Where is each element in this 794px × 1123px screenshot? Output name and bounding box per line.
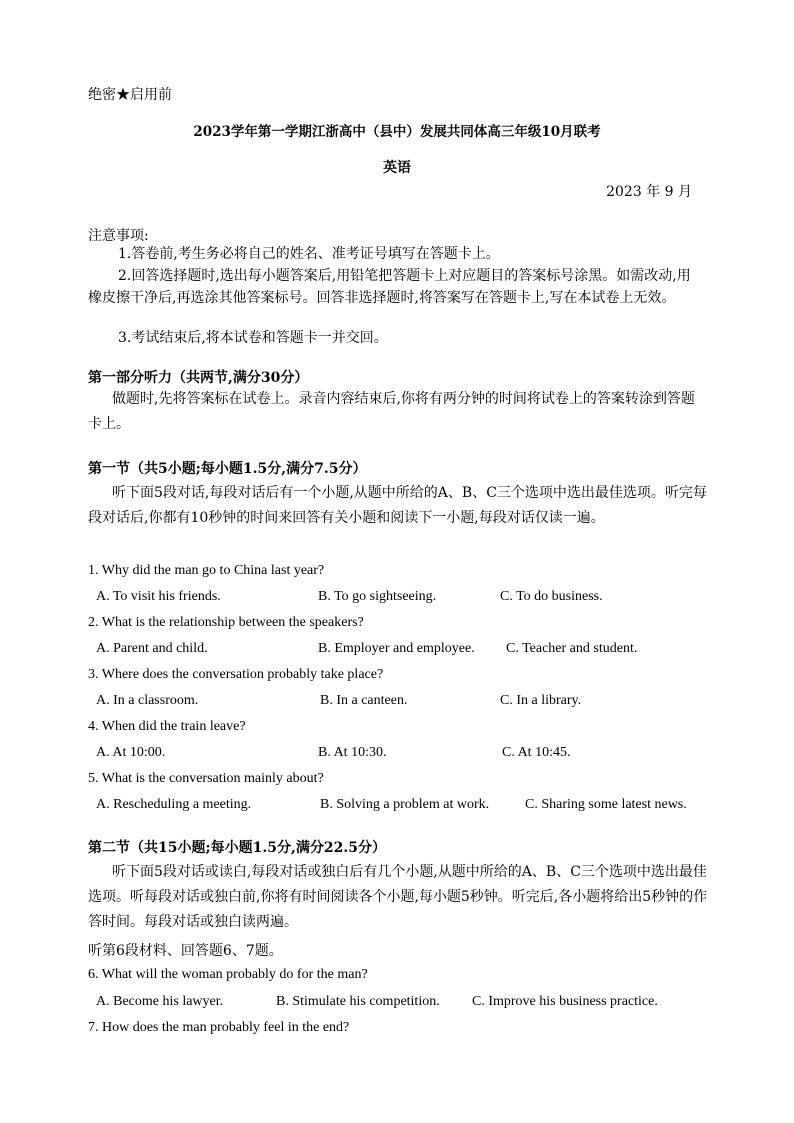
q4-option-b: B. At 10:30. — [318, 745, 387, 760]
q1-option-b: B. To go sightseeing. — [318, 589, 437, 604]
q2-option-a: A. Parent and child. — [96, 641, 208, 656]
q2-option-b: B. Employer and employee. — [318, 641, 475, 656]
q3-option-a: A. In a classroom. — [96, 693, 199, 708]
exam-date: 2023 年 9 月 — [606, 184, 692, 200]
notice-item-1: 1.答卷前,考生务必将自己的姓名、准考证号填写在答题卡上。 — [118, 246, 500, 262]
question-6: 6. What will the woman probably do for the man? — [88, 967, 368, 982]
q5-option-b: B. Solving a problem at work. — [320, 797, 490, 812]
confidential-label: 绝密★启用前 — [88, 87, 172, 103]
question-7: 7. How does the man probably feel in the end? — [88, 1020, 350, 1035]
q1-option-c: C. To do business. — [500, 589, 603, 604]
subject-title: 英语 — [383, 160, 411, 176]
q1-option-a: A. To visit his friends. — [96, 589, 221, 604]
question-3: 3. Where does the conversation probably take place? — [88, 667, 384, 682]
section1-heading: 第一节（共5小题;每小题1.5分,满分7.5分） — [88, 461, 367, 477]
material-6-label: 听第6段材料、回答题6、7题。 — [88, 943, 283, 959]
question-2: 2. What is the relationship between the speakers? — [88, 615, 364, 630]
q3-option-c: C. In a library. — [500, 693, 582, 708]
q6-option-c: C. Improve his business practice. — [472, 994, 658, 1009]
question-5: 5. What is the conversation mainly about? — [88, 771, 324, 786]
exam-title: 2023学年第一学期江浙高中（县中）发展共同体高三年级10月联考 — [193, 124, 601, 140]
q2-option-c: C. Teacher and student. — [506, 641, 638, 656]
q6-option-a: A. Become his lawyer. — [96, 994, 224, 1009]
section1-intro: 听下面5段对话,每段对话后有一个小题,从题中所给的A、B、C三个选项中选出最佳选项。听完每段对话后,你都有10秒钟的时间来回答有关小题和阅读下一小题,每段对话仅读一遍。 — [88, 485, 707, 526]
section2-heading: 第二节（共15小题;每小题1.5分,满分22.5分） — [88, 840, 386, 856]
q6-option-b: B. Stimulate his competition. — [276, 994, 440, 1009]
q5-option-c: C. Sharing some latest news. — [525, 797, 687, 812]
part1-heading: 第一部分听力（共两节,满分30分） — [88, 370, 309, 386]
question-4: 4. When did the train leave? — [88, 719, 246, 734]
q3-option-b: B. In a canteen. — [320, 693, 408, 708]
part1-intro: 做题时,先将答案标在试卷上。录音内容结束后,你将有两分钟的时间将试卷上的答案转涂到答题卡上。 — [88, 391, 695, 432]
notice-item-2: 2.回答选择题时,选出每小题答案后,用铅笔把答题卡上对应题目的答案标号涂黑。如需改动,用橡皮擦干净后,再选涂其他答案标号。回答非选择题时,将答案写在答题卡上,写在本试卷上无效。 — [88, 268, 691, 306]
q5-option-a: A. Rescheduling a meeting. — [96, 797, 252, 812]
q4-option-c: C. At 10:45. — [502, 745, 571, 760]
section2-intro: 听下面5段对话或读白,每段对话或独白后有几个小题,从题中所给的A、B、C三个选项中选出最佳选项。听每段对话或独白前,你将有时间阅读各个小题,每小题5秒钟。听完后,各小题将给出5秒钟的作答时间。每段对话或独白读两遍。 — [88, 864, 708, 930]
notice-heading: 注意事项: — [88, 228, 149, 244]
q4-option-a: A. At 10:00. — [96, 745, 166, 760]
notice-item-3: 3.考试结束后,将本试卷和答题卡一并交回。 — [118, 330, 388, 346]
question-1: 1. Why did the man go to China last year? — [88, 563, 325, 578]
